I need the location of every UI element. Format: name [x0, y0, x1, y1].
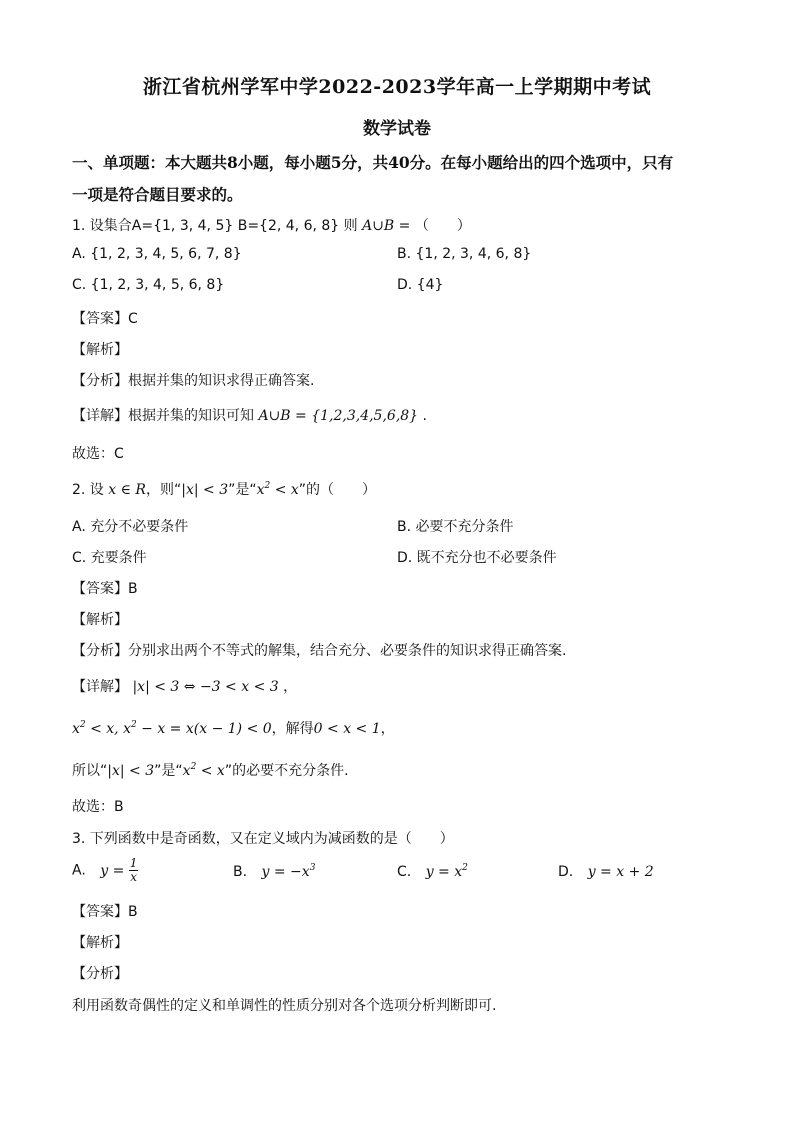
q1-xiangjie-text: 【详解】根据并集的知识可知	[72, 408, 254, 424]
q1-option-d: D. {4}	[397, 277, 444, 293]
q3-option-a-label: A.	[72, 862, 86, 879]
q3-option-c	[397, 864, 468, 880]
q1-option-a: A. {1, 2, 3, 4, 5, 6, 7, 8}	[72, 246, 242, 262]
q2-line3-mid: ”是“	[154, 763, 183, 779]
q2-jiexi: 【解析】	[72, 612, 128, 628]
q2-line2-math-d: 0 < x < 1	[313, 721, 381, 737]
q3-option-b-sup: 3	[309, 863, 316, 873]
q1-choice: 故选：C	[72, 446, 124, 462]
q3-option-c-label: C.	[397, 864, 412, 880]
q2-line3-math2-sup: 2	[190, 762, 197, 772]
q3-fenxi: 【分析】	[72, 966, 128, 982]
q2-stem	[72, 479, 376, 499]
page-title: 浙江省杭州学军中学2022-2023学年高一上学期期中考试	[142, 76, 652, 98]
q2-xiangjie-text: 【详解】	[72, 679, 128, 695]
q2-line2-sup-a: 2	[79, 720, 86, 730]
q3-option-d	[558, 864, 654, 880]
section-heading-line1: 一、单项题：本大题共8小题，每小题5分，共40分。在每小题给出的四个选项中，只有	[72, 153, 674, 172]
q3-option-b-math-base: y = −x	[261, 864, 310, 880]
q2-xiangjie	[72, 676, 297, 696]
q2-option-a: A. 充分不必要条件	[72, 519, 189, 535]
section-heading-line2: 一项是符合题目要求的。	[72, 185, 243, 204]
q2-fenxi: 【分析】分别求出两个不等式的解集，结合充分、必要条件的知识求得正确答案.	[72, 643, 567, 659]
q2-line2-text: ，解得	[271, 721, 314, 737]
q2-stem-end: ”的（ ）	[298, 482, 377, 498]
q2-line3-math2	[183, 763, 225, 779]
q1-jiexi: 【解析】	[72, 342, 128, 358]
q1-stem-math: A∪B =	[362, 218, 411, 234]
q2-stem-math1: x ∈ R	[108, 482, 146, 498]
q2-line3-math1: |x| < 3	[107, 763, 155, 779]
q2-stem-math3-rest: < x	[270, 482, 299, 498]
q2-xiangjie-math: |x| < 3 ⇔ −3 < x < 3	[132, 679, 279, 695]
q2-choice: 故选：B	[72, 799, 124, 815]
q1-fenxi: 【分析】根据并集的知识求得正确答案.	[72, 373, 315, 389]
q3-stem: 3. 下列函数中是奇函数，又在定义域内为减函数的是（ ）	[72, 831, 454, 847]
q1-stem	[72, 215, 471, 235]
q2-stem-math3	[257, 482, 299, 498]
q2-stem-pre: 2. 设	[72, 482, 104, 498]
q2-option-d: D. 既不充分也不必要条件	[397, 550, 557, 566]
q1-stem-end: （ ）	[414, 218, 471, 234]
page-subtitle: 数学试卷	[363, 119, 431, 139]
q3-option-d-math: y = x + 2	[587, 864, 654, 880]
q1-answer: 【答案】C	[72, 311, 138, 327]
q2-stem-math2: |x| < 3	[181, 482, 229, 498]
q2-line2-end: ，	[380, 721, 395, 737]
q2-option-c: C. 充要条件	[72, 550, 147, 566]
q3-option-b	[233, 864, 315, 880]
q1-xiangjie	[72, 405, 427, 425]
q3-option-a-numerator: 1	[129, 856, 138, 870]
q2-stem-mid2: ”是“	[228, 482, 257, 498]
q1-xiangjie-end: .	[422, 408, 427, 424]
q3-option-b-math	[262, 864, 316, 880]
q2-stem-math3-sup: 2	[264, 481, 271, 491]
q2-answer: 【答案】B	[72, 581, 138, 597]
q2-line3-pre: 所以“	[72, 763, 108, 779]
q3-option-a-denominator: x	[130, 870, 137, 884]
q1-option-b: B. {1, 2, 3, 4, 6, 8}	[397, 246, 532, 262]
q3-option-a-fraction	[129, 857, 139, 884]
q3-fenxi-body: 利用函数奇偶性的定义和单调性的性质分别对各个选项分析判断即可.	[72, 998, 497, 1014]
q1-option-c: C. {1, 2, 3, 4, 5, 6, 8}	[72, 277, 225, 293]
q3-option-c-math	[426, 864, 468, 880]
q2-line2-math-a: x	[72, 721, 80, 737]
q1-stem-text: 1. 设集合A={1, 3, 4, 5} B={2, 4, 6, 8} 则	[72, 218, 358, 234]
q3-jiexi: 【解析】	[72, 935, 128, 951]
q3-option-d-label: D.	[558, 864, 574, 880]
q3-option-a	[72, 857, 138, 884]
q3-option-b-label: B.	[233, 864, 248, 880]
q2-line2-math-b: < x, x	[85, 721, 131, 737]
q3-option-c-math-base: y = x	[425, 864, 463, 880]
q2-stem-math3-base: x	[256, 482, 265, 498]
q2-xiangjie-line2	[72, 718, 395, 738]
q2-xiangjie-line3	[72, 760, 349, 780]
q2-stem-mid1: ，则“	[145, 482, 182, 498]
q1-xiangjie-math: A∪B = {1,2,3,4,5,6,8}	[258, 408, 419, 424]
q2-xiangjie-end: ，	[283, 679, 298, 695]
q3-answer: 【答案】B	[72, 904, 138, 920]
q2-option-b: B. 必要不充分条件	[397, 519, 514, 535]
q2-line3-math2-base: x	[182, 763, 191, 779]
q3-option-a-lhs: y =	[100, 862, 125, 879]
q2-line3-math2-rest: < x	[196, 763, 225, 779]
q3-option-c-sup: 2	[462, 863, 468, 873]
q2-line2-math	[72, 721, 272, 737]
q2-line3-end: ”的必要不充分条件.	[224, 763, 349, 779]
q2-line2-math-c: − x = x(x − 1) < 0	[136, 721, 272, 737]
q2-line2-sup-b: 2	[130, 720, 137, 730]
